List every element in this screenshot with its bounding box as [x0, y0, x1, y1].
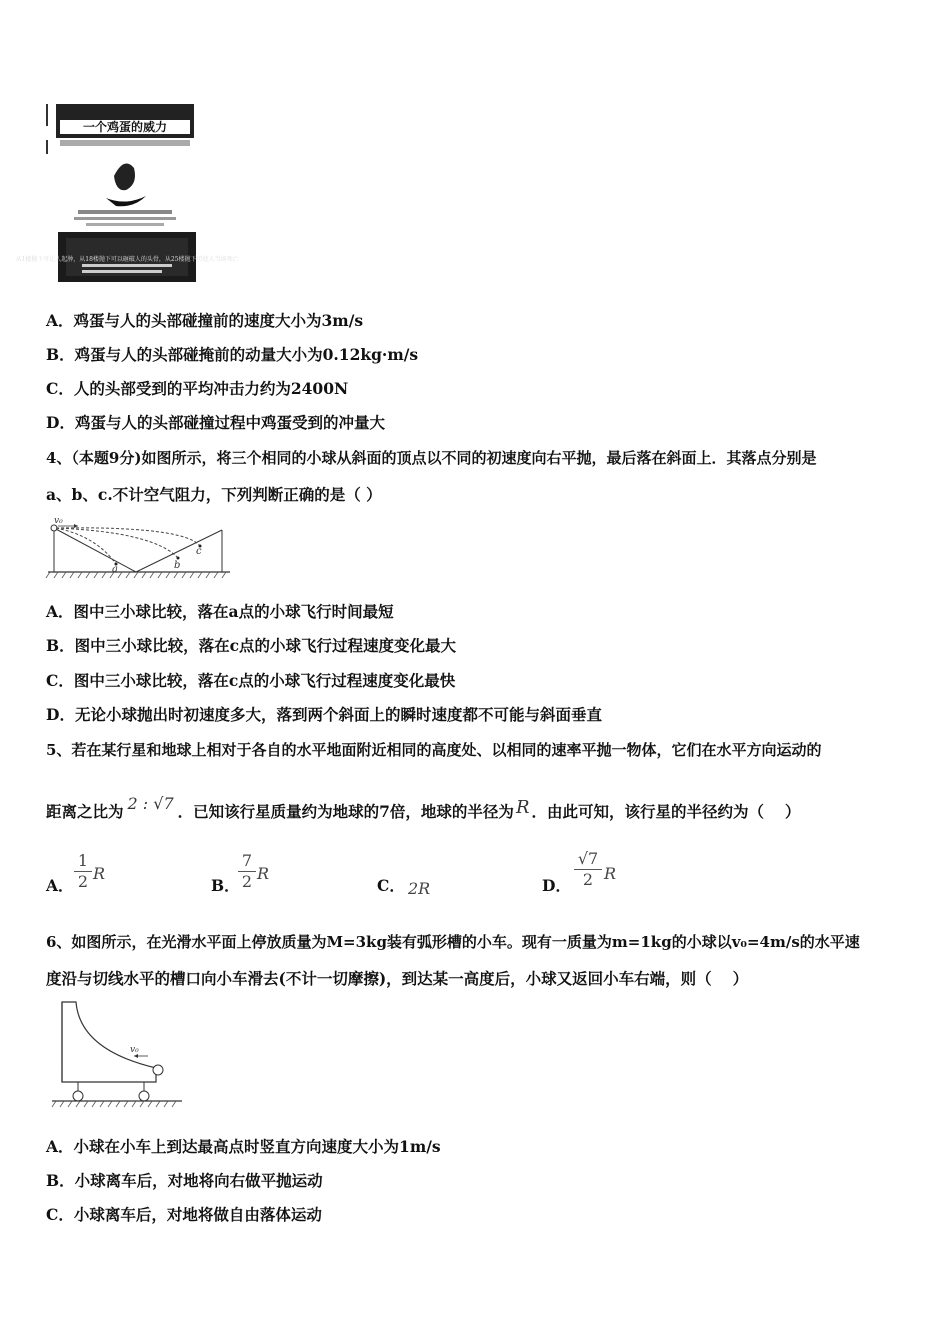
q5-option-a-num: 1 [77, 851, 89, 870]
q4-stem-line2: a、b、c.不计空气阻力，下列判断正确的是（ ） [46, 485, 382, 504]
q6-stem-line1: 6、如图所示，在光滑水平面上停放质量为M=3kg装有弧形槽的小车。现有一质量为m=1kg的小球以v₀=4m/s的水平速 [46, 933, 860, 951]
q5-stem-line1: 5、若在某行星和地球上相对于各自的水平地面附近相同的高度处、以相同的速率平抛一物体，它们在水平方向运动的 [46, 741, 822, 759]
q4-option-d: D．无论小球抛出时初速度多大，落到两个斜面上的瞬时速度都不可能与斜面垂直 [46, 705, 602, 724]
q6-option-b: B．小球离车后，对地将向右做平抛运动 [46, 1171, 323, 1190]
q4-point-a: a [112, 564, 118, 575]
q6-option-a: A．小球在小车上到达最高点时竖直方向速度大小为1m/s [46, 1137, 441, 1156]
q4-point-b: b [174, 560, 181, 571]
q5-option-d-unit: R [604, 864, 617, 883]
q5-option-d-fraction [574, 850, 602, 889]
q5-option-b-label: B． [211, 876, 240, 895]
q5-option-b-den: 2 [241, 872, 253, 891]
q5-stem-prefix: 距离之比为 [46, 802, 124, 821]
poster-caption: 从1楼抛下可让人起肿，从18楼抛下可以砸破人的头骨，从25楼抛下可使人当场死亡 [15, 256, 239, 263]
q5-option-c-value: 2R [408, 879, 431, 898]
egg-poster-image [15, 98, 239, 290]
q4-point-c: c [196, 546, 202, 557]
q5-stem-middle: ．已知该行星质量约为地球的7倍，地球的半径为 [177, 802, 514, 821]
q6-stem-line2: 度沿与切线水平的槽口向小车滑去(不计一切摩擦)，到达某一高度后，小球又返回小车右端，则（ ） [46, 969, 749, 988]
q5-option-d-den: 2 [582, 870, 594, 889]
q3-option-d: D．鸡蛋与人的头部碰撞过程中鸡蛋受到的冲量大 [46, 413, 385, 432]
q4-stem-line1: 4、（本题9分)如图所示，将三个相同的小球从斜面的顶点以不同的初速度向右平抛，最后落在斜面上．其落点分别是 [46, 449, 817, 467]
q5-radius-symbol: R [515, 797, 530, 818]
q6-v0-label: v₀ [130, 1045, 139, 1055]
q3-option-b: B．鸡蛋与人的头部碰掩前的动量大小为0.12kg·m/s [46, 345, 419, 364]
q6-cart-figure [48, 998, 188, 1110]
q5-stem-suffix: ．由此可知，该行星的半径约为（ ） [531, 802, 801, 821]
q5-option-a-fraction [74, 852, 92, 891]
q5-option-a-den: 2 [77, 872, 89, 891]
q4-option-a: A．图中三小球比较，落在a点的小球飞行时间最短 [46, 602, 394, 621]
q5-option-b-unit: R [257, 864, 270, 883]
q4-slope-figure [44, 512, 234, 588]
q6-option-c: C．小球离车后，对地将做自由落体运动 [46, 1205, 322, 1224]
q5-option-d-label: D． [542, 876, 571, 895]
q4-v0-label: v₀ [54, 516, 63, 526]
q4-option-c: C．图中三小球比较，落在c点的小球飞行过程速度变化最快 [46, 671, 456, 690]
q5-ratio: 2 : √7 [127, 794, 174, 813]
q5-option-a-label: A． [46, 876, 74, 895]
q5-option-b-num: 7 [241, 851, 253, 870]
q4-option-b: B．图中三小球比较，落在c点的小球飞行过程速度变化最大 [46, 636, 457, 655]
q3-option-a: A．鸡蛋与人的头部碰撞前的速度大小为3m/s [46, 311, 364, 330]
q5-option-d-num: √7 [577, 849, 599, 868]
q5-option-c-label: C． [377, 876, 405, 895]
q3-option-c: C．人的头部受到的平均冲击力约为2400N [46, 379, 349, 398]
q5-option-b-fraction [238, 852, 256, 891]
q5-stem-line2 [46, 794, 801, 822]
q5-option-a-unit: R [93, 864, 106, 883]
poster-title: 一个鸡蛋的威力 [82, 120, 168, 134]
